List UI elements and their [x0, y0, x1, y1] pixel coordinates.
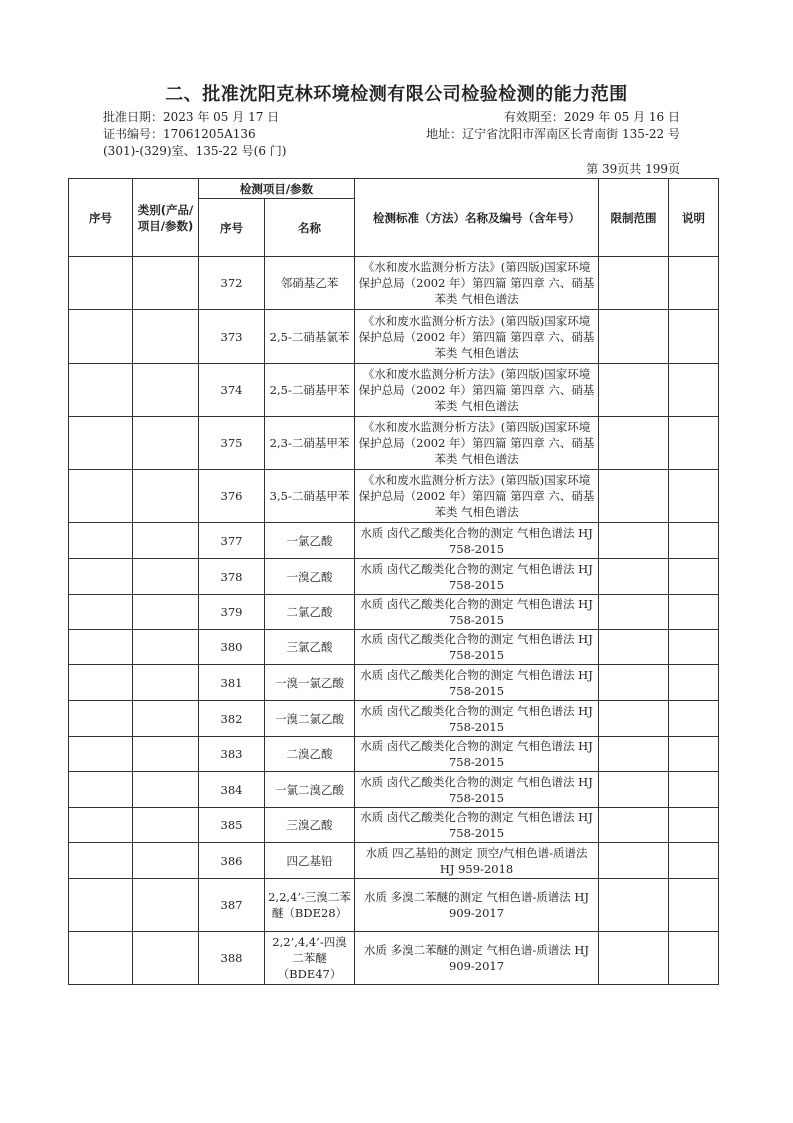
standard-cell: 水质 卤代乙酸类化合物的测定 气相色谱法 HJ 758-2015	[355, 737, 599, 772]
table-row	[69, 310, 719, 364]
item-name-cell: 二氯乙酸	[265, 595, 355, 630]
table-row	[69, 772, 719, 808]
item-no-cell: 378	[199, 559, 265, 595]
standard-cell: 水质 卤代乙酸类化合物的测定 气相色谱法 HJ 758-2015	[355, 808, 599, 843]
item-no-cell: 374	[199, 364, 265, 417]
header-item-no: 序号	[199, 199, 265, 257]
category-cell	[133, 630, 199, 665]
category-cell	[133, 364, 199, 417]
table-row	[69, 417, 719, 470]
item-no-cell: 379	[199, 595, 265, 630]
category-cell	[133, 879, 199, 932]
standard-cell: 《水和废水监测分析方法》(第四版)国家环境保护总局（2002 年）第四篇 第四章 六、硝基苯类 气相色谱法	[355, 257, 599, 310]
seq-cell	[69, 310, 133, 364]
item-no-cell: 376	[199, 470, 265, 523]
note-cell	[669, 523, 719, 559]
limit-cell	[599, 843, 669, 879]
limit-cell	[599, 310, 669, 364]
seq-cell	[69, 470, 133, 523]
category-cell	[133, 417, 199, 470]
note-cell	[669, 364, 719, 417]
limit-cell	[599, 470, 669, 523]
note-cell	[669, 879, 719, 932]
seq-cell	[69, 523, 133, 559]
table-row	[69, 470, 719, 523]
standard-cell: 《水和废水监测分析方法》(第四版)国家环境保护总局（2002 年）第四篇 第四章 六、硝基苯类 气相色谱法	[355, 310, 599, 364]
category-cell	[133, 808, 199, 843]
item-name-cell: 三氯乙酸	[265, 630, 355, 665]
category-cell	[133, 257, 199, 310]
limit-cell	[599, 630, 669, 665]
capability-table	[68, 178, 719, 985]
table-row	[69, 879, 719, 932]
category-cell	[133, 310, 199, 364]
table-row	[69, 595, 719, 630]
item-no-cell: 382	[199, 701, 265, 737]
note-cell	[669, 559, 719, 595]
standard-cell: 水质 卤代乙酸类化合物的测定 气相色谱法 HJ 758-2015	[355, 523, 599, 559]
limit-cell	[599, 808, 669, 843]
note-cell	[669, 470, 719, 523]
standard-cell: 《水和废水监测分析方法》(第四版)国家环境保护总局（2002 年）第四篇 第四章 六、硝基苯类 气相色谱法	[355, 364, 599, 417]
limit-cell	[599, 737, 669, 772]
item-no-cell: 381	[199, 665, 265, 701]
item-no-cell: 377	[199, 523, 265, 559]
item-no-cell: 385	[199, 808, 265, 843]
limit-cell	[599, 665, 669, 701]
note-cell	[669, 737, 719, 772]
page-info: 第 39页共 199页	[586, 162, 680, 176]
item-name-cell: 一溴一氯乙酸	[265, 665, 355, 701]
item-no-cell: 372	[199, 257, 265, 310]
note-cell	[669, 257, 719, 310]
item-name-cell: 二溴乙酸	[265, 737, 355, 772]
table-body	[69, 257, 719, 985]
item-no-cell: 373	[199, 310, 265, 364]
seq-cell	[69, 843, 133, 879]
item-no-cell: 384	[199, 772, 265, 808]
seq-cell	[69, 559, 133, 595]
header-standard: 检测标准（方法）名称及编号（含年号）	[355, 179, 599, 257]
item-no-cell: 383	[199, 737, 265, 772]
limit-cell	[599, 257, 669, 310]
item-no-cell: 375	[199, 417, 265, 470]
table-row	[69, 257, 719, 310]
standard-cell: 《水和废水监测分析方法》(第四版)国家环境保护总局（2002 年）第四篇 第四章 六、硝基苯类 气相色谱法	[355, 470, 599, 523]
standard-cell: 水质 四乙基铅的测定 顶空/气相色谱-质谱法 HJ 959-2018	[355, 843, 599, 879]
item-name-cell: 2,5-二硝基氯苯	[265, 310, 355, 364]
note-cell	[669, 595, 719, 630]
table-row	[69, 932, 719, 985]
standard-cell: 水质 卤代乙酸类化合物的测定 气相色谱法 HJ 758-2015	[355, 630, 599, 665]
standard-cell: 《水和废水监测分析方法》(第四版)国家环境保护总局（2002 年）第四篇 第四章 六、硝基苯类 气相色谱法	[355, 417, 599, 470]
seq-cell	[69, 879, 133, 932]
item-name-cell: 一溴乙酸	[265, 559, 355, 595]
note-cell	[669, 772, 719, 808]
standard-cell: 水质 多溴二苯醚的测定 气相色谱-质谱法 HJ 909-2017	[355, 932, 599, 985]
standard-cell: 水质 卤代乙酸类化合物的测定 气相色谱法 HJ 758-2015	[355, 559, 599, 595]
seq-cell	[69, 257, 133, 310]
address: 地址：辽宁省沈阳市浑南区长青南街 135-22 号	[426, 127, 680, 141]
standard-cell: 水质 卤代乙酸类化合物的测定 气相色谱法 HJ 758-2015	[355, 772, 599, 808]
table-row	[69, 523, 719, 559]
limit-cell	[599, 879, 669, 932]
note-cell	[669, 417, 719, 470]
standard-cell: 水质 多溴二苯醚的测定 气相色谱-质谱法 HJ 909-2017	[355, 879, 599, 932]
seq-cell	[69, 932, 133, 985]
seq-cell	[69, 364, 133, 417]
header-items-group: 检测项目/参数	[199, 179, 355, 199]
seq-cell	[69, 595, 133, 630]
item-name-cell: 2,2,4’-三溴二苯醚（BDE28）	[265, 879, 355, 932]
item-name-cell: 2,3-二硝基甲苯	[265, 417, 355, 470]
seq-cell	[69, 665, 133, 701]
header-category: 类别(产品/项目/参数)	[133, 179, 199, 257]
seq-cell	[69, 772, 133, 808]
table-row	[69, 630, 719, 665]
limit-cell	[599, 417, 669, 470]
table-row	[69, 364, 719, 417]
item-no-cell: 387	[199, 879, 265, 932]
limit-cell	[599, 559, 669, 595]
header-item-name: 名称	[265, 199, 355, 257]
item-name-cell: 2,2’,4,4’-四溴二苯醚（BDE47）	[265, 932, 355, 985]
limit-cell	[599, 772, 669, 808]
category-cell	[133, 665, 199, 701]
note-cell	[669, 701, 719, 737]
limit-cell	[599, 932, 669, 985]
limit-cell	[599, 523, 669, 559]
standard-cell: 水质 卤代乙酸类化合物的测定 气相色谱法 HJ 758-2015	[355, 701, 599, 737]
item-no-cell: 388	[199, 932, 265, 985]
approval-date: 批准日期：2023 年 05 月 17 日	[103, 110, 280, 124]
limit-cell	[599, 595, 669, 630]
table-row	[69, 737, 719, 772]
note-cell	[669, 843, 719, 879]
standard-cell: 水质 卤代乙酸类化合物的测定 气相色谱法 HJ 758-2015	[355, 665, 599, 701]
category-cell	[133, 559, 199, 595]
note-cell	[669, 310, 719, 364]
category-cell	[133, 595, 199, 630]
note-cell	[669, 932, 719, 985]
limit-cell	[599, 701, 669, 737]
page-title: 二、批准沈阳克林环境检测有限公司检验检测的能力范围	[165, 84, 628, 105]
category-cell	[133, 737, 199, 772]
category-cell	[133, 772, 199, 808]
seq-cell	[69, 808, 133, 843]
address-continued: (301)-(329)室、135-22 号(6 门)	[103, 144, 287, 158]
seq-cell	[69, 417, 133, 470]
table-row	[69, 701, 719, 737]
table-row	[69, 808, 719, 843]
header-limit: 限制范围	[599, 179, 669, 257]
item-name-cell: 3,5-二硝基甲苯	[265, 470, 355, 523]
category-cell	[133, 701, 199, 737]
item-no-cell: 386	[199, 843, 265, 879]
category-cell	[133, 843, 199, 879]
note-cell	[669, 630, 719, 665]
item-no-cell: 380	[199, 630, 265, 665]
category-cell	[133, 932, 199, 985]
seq-cell	[69, 737, 133, 772]
cert-number: 证书编号：17061205A136	[103, 127, 256, 141]
header-seq: 序号	[69, 179, 133, 257]
item-name-cell: 2,5-二硝基甲苯	[265, 364, 355, 417]
seq-cell	[69, 630, 133, 665]
category-cell	[133, 470, 199, 523]
item-name-cell: 一氯乙酸	[265, 523, 355, 559]
item-name-cell: 一溴二氯乙酸	[265, 701, 355, 737]
seq-cell	[69, 701, 133, 737]
valid-until: 有效期至：2029 年 05 月 16 日	[503, 110, 680, 124]
item-name-cell: 四乙基铅	[265, 843, 355, 879]
note-cell	[669, 808, 719, 843]
item-name-cell: 一氯二溴乙酸	[265, 772, 355, 808]
header-note: 说明	[669, 179, 719, 257]
standard-cell: 水质 卤代乙酸类化合物的测定 气相色谱法 HJ 758-2015	[355, 595, 599, 630]
note-cell	[669, 665, 719, 701]
category-cell	[133, 523, 199, 559]
table-row	[69, 665, 719, 701]
item-name-cell: 三溴乙酸	[265, 808, 355, 843]
table-row	[69, 559, 719, 595]
table-row	[69, 843, 719, 879]
limit-cell	[599, 364, 669, 417]
item-name-cell: 邻硝基乙苯	[265, 257, 355, 310]
